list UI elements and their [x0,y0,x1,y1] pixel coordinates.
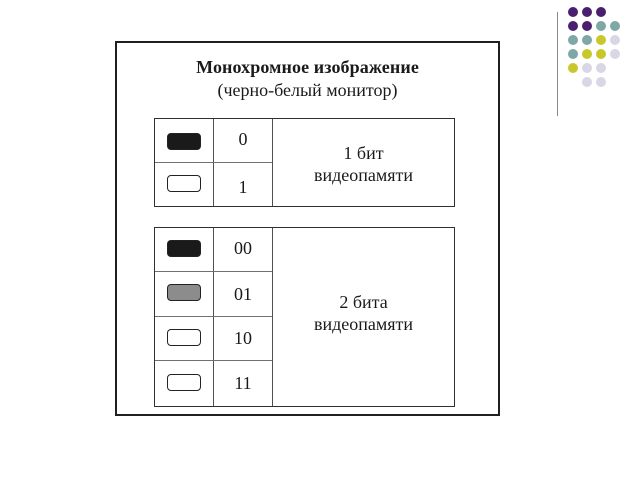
decorative-dot [610,49,620,59]
decorative-dot [568,7,578,17]
description-line: видеопамяти [313,314,414,334]
color-swatch-white [167,374,201,391]
decorative-divider-line [557,12,558,116]
decorative-dot [568,49,578,59]
decorative-dot-grid [568,7,638,91]
bit-code: 10 [234,328,252,348]
two-bit-description [273,291,454,335]
diagram-frame [115,41,500,416]
description-line: 2 бита [339,292,388,312]
bit-code: 11 [234,373,252,393]
color-swatch-black [167,240,201,257]
diagram-title: Монохромное изображение [196,57,419,77]
description-line: 1 бит [343,143,384,163]
decorative-dot [610,35,620,45]
bit-code: 1 [238,177,248,197]
bit-code: 01 [234,284,252,304]
color-swatch-white [167,175,201,192]
bit-code: 00 [234,238,252,258]
decorative-dot [582,7,592,17]
decorative-dot [582,49,592,59]
decorative-dot [582,77,592,87]
decorative-dot [596,77,606,87]
decorative-dot [582,63,592,73]
decorative-dot [568,21,578,31]
color-swatch-white [167,329,201,346]
bit-code: 0 [238,129,248,149]
description-line: видеопамяти [313,165,414,185]
one-bit-description [273,142,454,186]
decorative-dot [596,35,606,45]
decorative-dot [610,21,620,31]
decorative-dot [596,7,606,17]
color-swatch-black [167,133,201,150]
decorative-dot [582,21,592,31]
two-bit-table [154,227,455,407]
decorative-dot [568,35,578,45]
color-swatch-gray [167,284,201,301]
decorative-dot [596,49,606,59]
diagram-subtitle: (черно-белый монитор) [217,80,398,100]
decorative-dot [596,21,606,31]
decorative-dot [596,63,606,73]
decorative-dot [568,63,578,73]
one-bit-table [154,118,455,207]
decorative-dot [582,35,592,45]
